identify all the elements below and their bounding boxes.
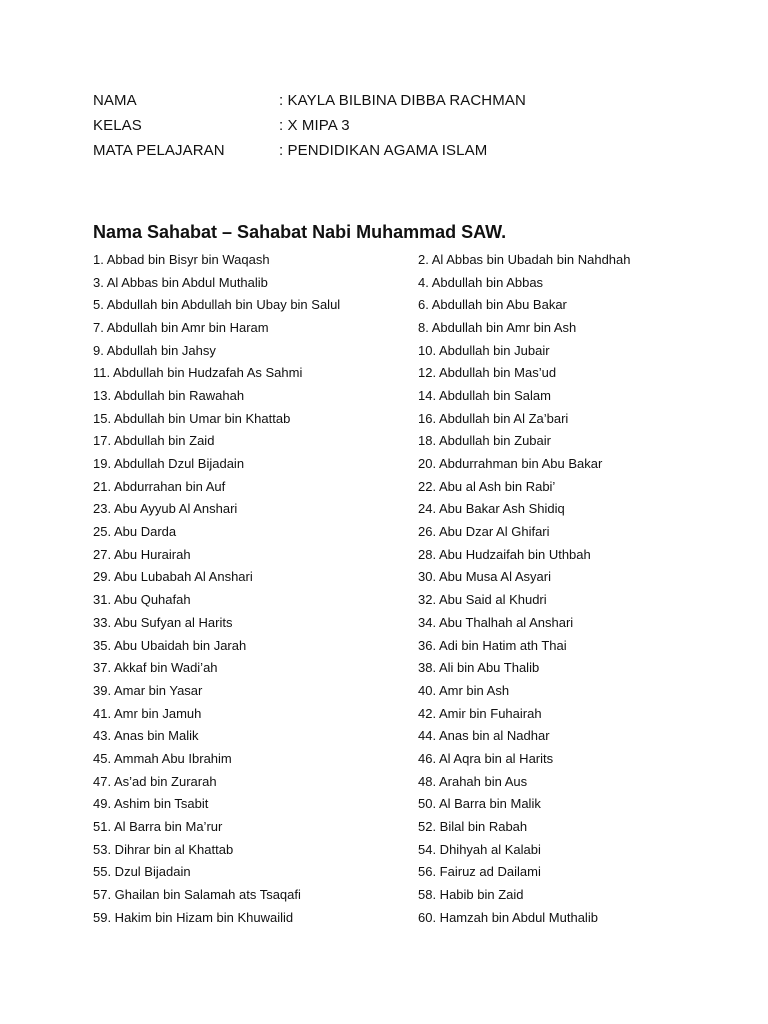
list-item: 25. Abu Darda — [93, 524, 177, 540]
list-item: 38. Ali bin Abu Thalib — [418, 660, 540, 676]
list-item: 22. Abu al Ash bin Rabi’ — [418, 478, 556, 494]
list-item: 35. Abu Ubaidah bin Jarah — [93, 637, 247, 653]
list-item: 17. Abdullah bin Zaid — [93, 433, 215, 449]
list-item: 55. Dzul Bijadain — [93, 864, 191, 880]
list-item: 41. Amr bin Jamuh — [93, 705, 202, 721]
subject-row — [93, 138, 693, 163]
list-item: 13. Abdullah bin Rawahah — [93, 387, 245, 403]
list-item: 34. Abu Thalhah al Anshari — [418, 614, 574, 630]
list-item: 32. Abu Said al Khudri — [418, 592, 547, 608]
student-info-header — [93, 88, 693, 163]
list-item: 26. Abu Dzar Al Ghifari — [418, 524, 550, 540]
list-item: 4. Abdullah bin Abbas — [418, 274, 544, 290]
list-item: 40. Amr bin Ash — [418, 682, 510, 698]
list-item: 56. Fairuz ad Dailami — [418, 864, 541, 880]
class-value: : X MIPA 3 — [279, 117, 350, 134]
list-item: 51. Al Barra bin Ma’rur — [93, 819, 223, 835]
list-item: 33. Abu Sufyan al Harits — [93, 614, 233, 630]
list-item: 27. Abu Hurairah — [93, 546, 191, 562]
list-item: 48. Arahah bin Aus — [418, 773, 528, 789]
list-item: 15. Abdullah bin Umar bin Khattab — [93, 410, 291, 426]
list-item: 36. Adi bin Hatim ath Thai — [418, 637, 567, 653]
list-item: 21. Abdurrahan bin Auf — [93, 478, 226, 494]
name-row — [93, 88, 693, 113]
list-item: 19. Abdullah Dzul Bijadain — [93, 456, 245, 472]
list-item: 6. Abdullah bin Abu Bakar — [418, 297, 567, 313]
list-item: 5. Abdullah bin Abdullah bin Ubay bin Salul — [93, 297, 341, 313]
document-title: Nama Sahabat – Sahabat Nabi Muhammad SAW. — [93, 222, 507, 242]
list-item: 46. Al Aqra bin al Harits — [418, 750, 554, 766]
list-item: 8. Abdullah bin Amr bin Ash — [418, 319, 577, 335]
list-item: 49. Ashim bin Tsabit — [93, 796, 209, 812]
list-item: 20. Abdurrahman bin Abu Bakar — [418, 456, 603, 472]
list-item: 59. Hakim bin Hizam bin Khuwailid — [93, 909, 294, 925]
subject-value: : PENDIDIKAN AGAMA ISLAM — [279, 142, 488, 159]
list-item: 3. Al Abbas bin Abdul Muthalib — [93, 274, 268, 290]
class-row — [93, 113, 693, 138]
list-item: 54. Dhihyah al Kalabi — [418, 841, 541, 857]
list-item: 42. Amir bin Fuhairah — [418, 705, 542, 721]
list-item: 53. Dihrar bin al Khattab — [93, 841, 234, 857]
class-label: KELAS — [93, 117, 142, 134]
list-item: 44. Anas bin al Nadhar — [418, 728, 550, 744]
list-item: 16. Abdullah bin Al Za’bari — [418, 410, 569, 426]
list-item: 7. Abdullah bin Amr bin Haram — [93, 319, 269, 335]
list-item: 57. Ghailan bin Salamah ats Tsaqafi — [93, 887, 301, 903]
name-value: : KAYLA BILBINA DIBBA RACHMAN — [279, 92, 526, 109]
list-item: 9. Abdullah bin Jahsy — [93, 342, 216, 358]
name-label: NAMA — [93, 92, 137, 109]
list-item: 39. Amar bin Yasar — [93, 682, 203, 698]
list-item: 2. Al Abbas bin Ubadah bin Nahdhah — [418, 251, 631, 267]
list-item: 45. Ammah Abu Ibrahim — [93, 750, 232, 766]
list-item: 28. Abu Hudzaifah bin Uthbah — [418, 546, 591, 562]
list-item: 50. Al Barra bin Malik — [418, 796, 541, 812]
list-item: 14. Abdullah bin Salam — [418, 387, 551, 403]
list-item: 11. Abdullah bin Hudzafah As Sahmi — [93, 365, 303, 381]
list-item: 37. Akkaf bin Wadi’ah — [93, 660, 218, 676]
subject-label: MATA PELAJARAN — [93, 142, 225, 159]
list-item: 1. Abbad bin Bisyr bin Waqash — [93, 251, 270, 267]
list-item: 47. As’ad bin Zurarah — [93, 773, 217, 789]
list-item: 30. Abu Musa Al Asyari — [418, 569, 551, 585]
list-item: 12. Abdullah bin Mas’ud — [418, 365, 557, 381]
list-item: 43. Anas bin Malik — [93, 728, 199, 744]
list-item: 52. Bilal bin Rabah — [418, 819, 528, 835]
companion-name-list — [93, 248, 733, 929]
list-item: 23. Abu Ayyub Al Anshari — [93, 501, 238, 517]
list-item: 31. Abu Quhafah — [93, 592, 191, 608]
list-item: 60. Hamzah bin Abdul Muthalib — [418, 909, 598, 925]
list-item: 58. Habib bin Zaid — [418, 887, 524, 903]
list-item: 10. Abdullah bin Jubair — [418, 342, 550, 358]
list-item: 29. Abu Lubabah Al Anshari — [93, 569, 253, 585]
list-item: 18. Abdullah bin Zubair — [418, 433, 551, 449]
list-item: 24. Abu Bakar Ash Shidiq — [418, 501, 565, 517]
